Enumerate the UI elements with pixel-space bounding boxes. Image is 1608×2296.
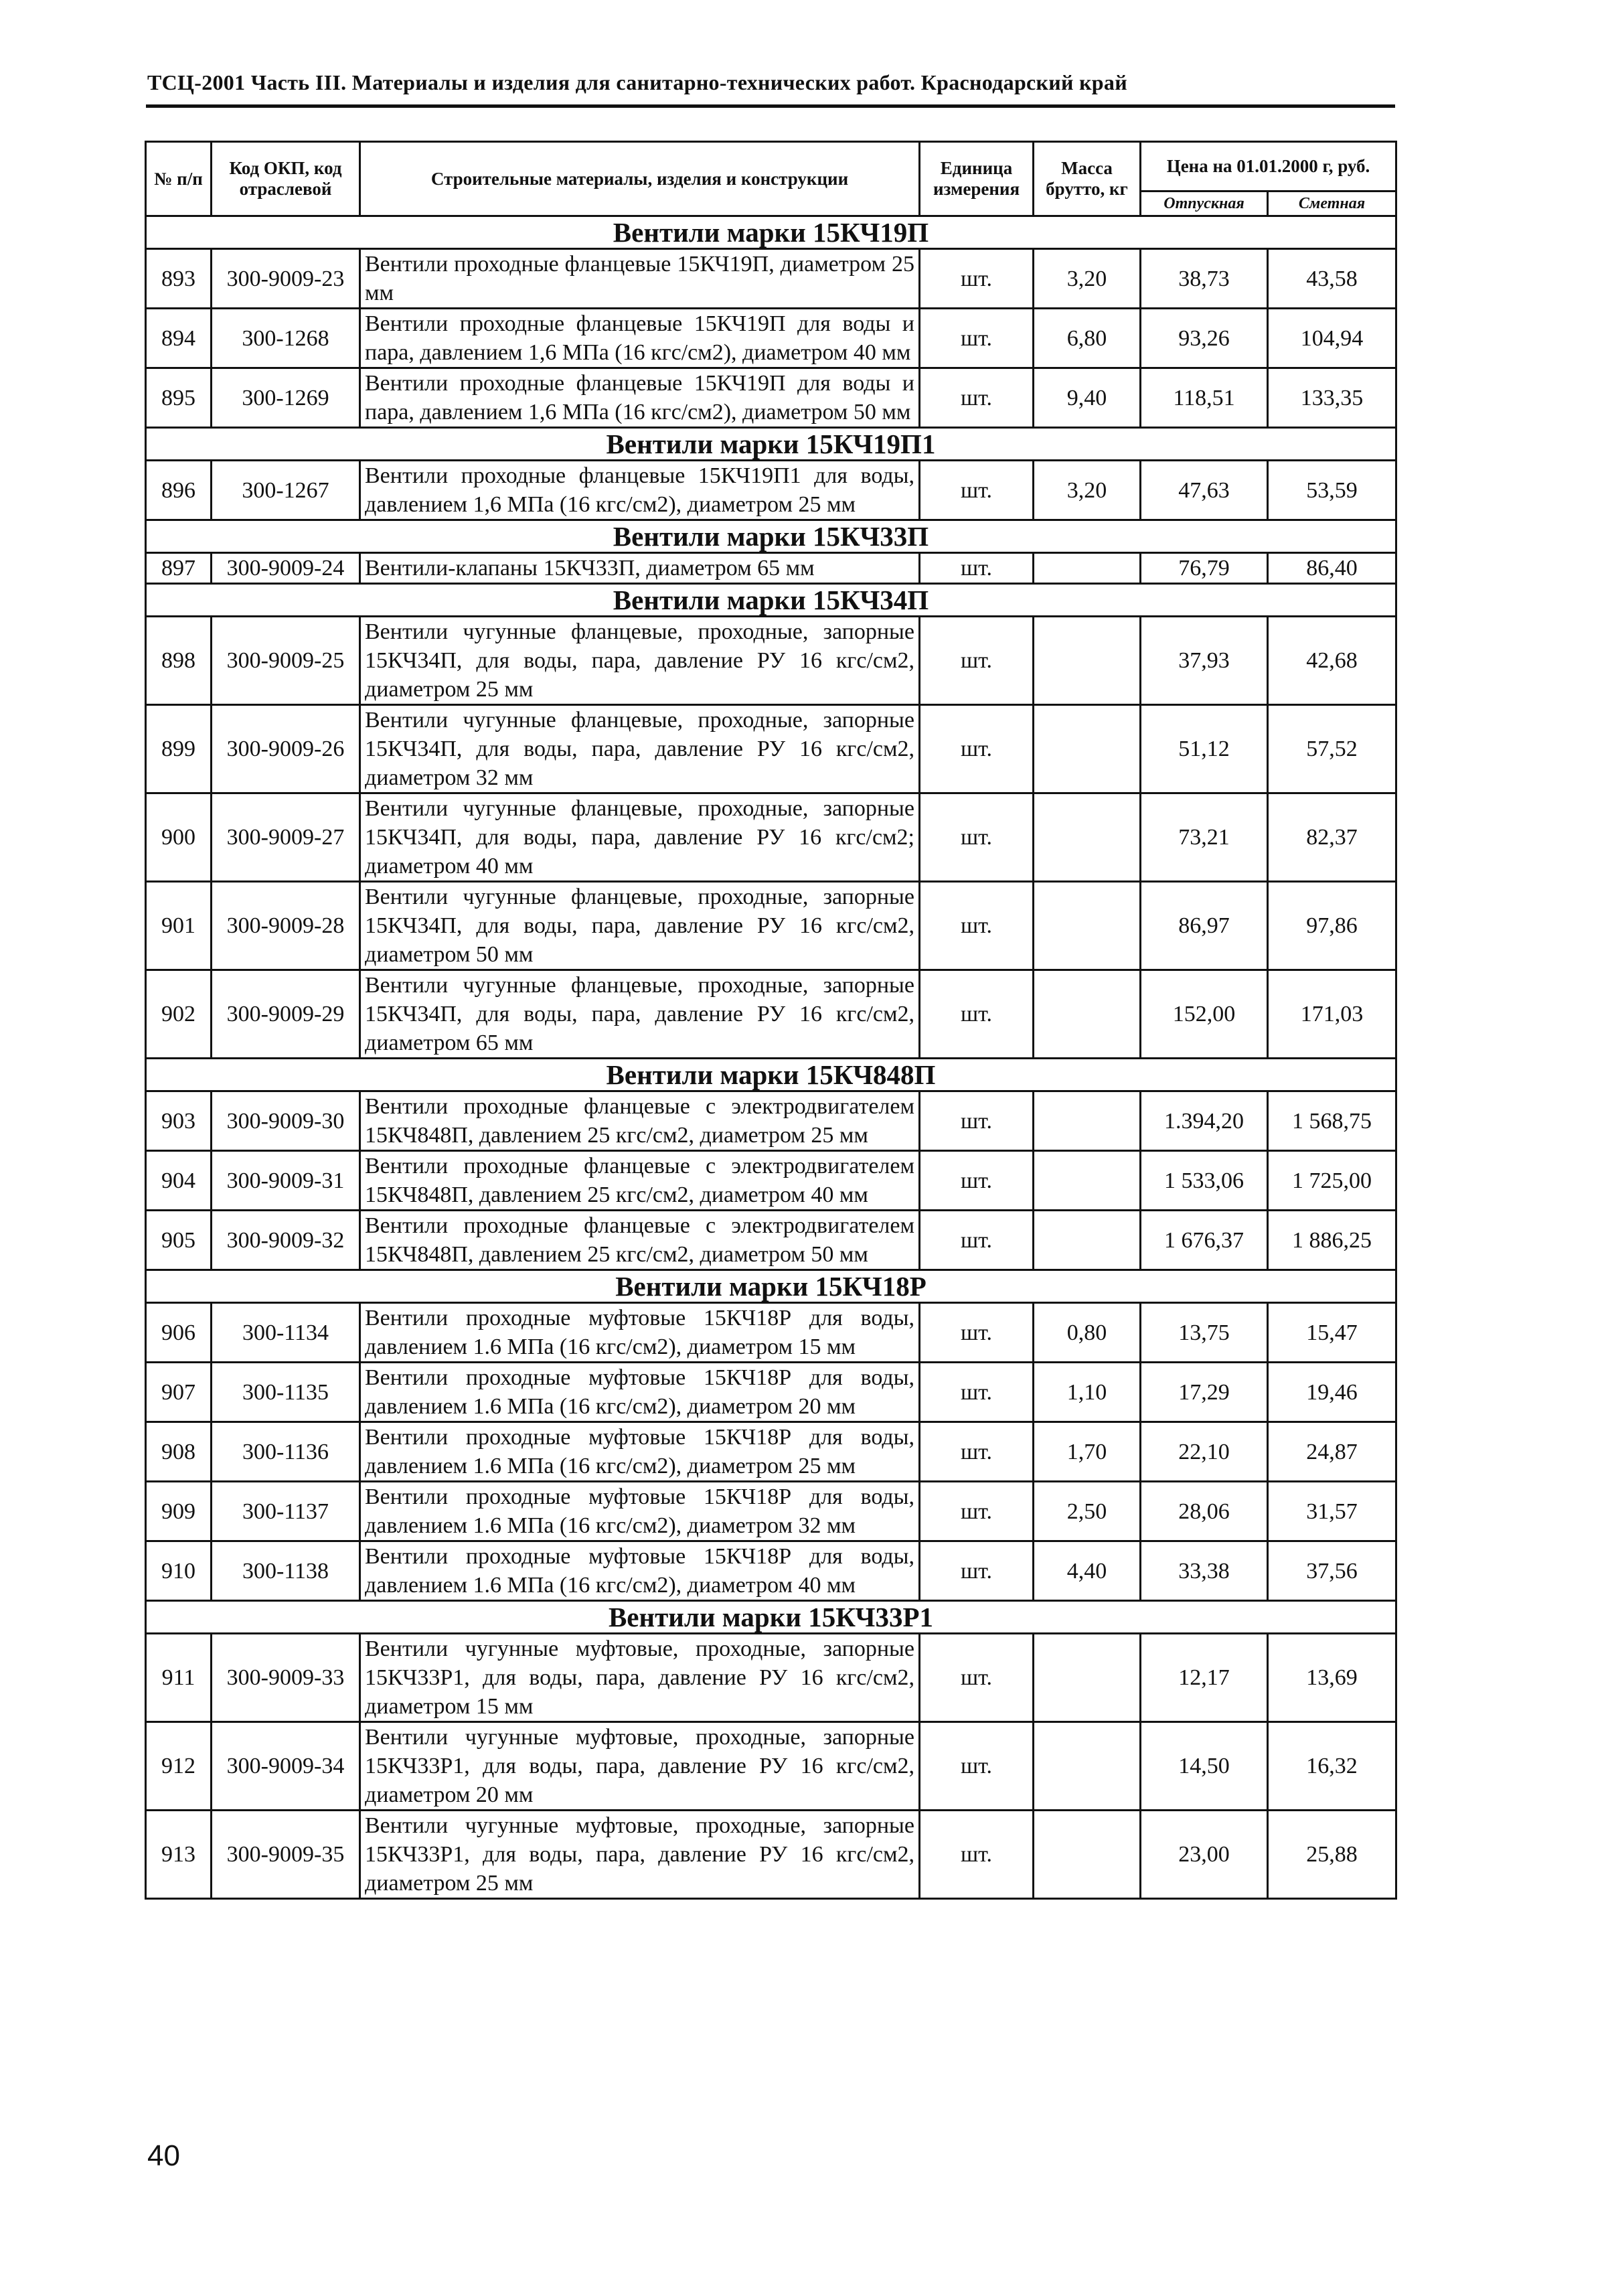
table-row [146,1482,1396,1541]
row-mass [1034,553,1141,584]
row-mass [1034,705,1141,793]
table-row [146,1422,1396,1482]
row-unit: шт. [920,793,1034,882]
section-title: Вентили марки 15КЧ19П [146,216,1396,249]
row-price-estimate: 57,52 [1268,705,1396,793]
section-row [146,216,1396,249]
row-number: 895 [146,368,212,428]
row-description: Вентили проходные фланцевые 15КЧ19П для воды и пара, давлением 1,6 МПа (16 кгс/см2), диаметром 40 мм [360,309,920,368]
table-row [146,309,1396,368]
row-description: Вентили проходные фланцевые 15КЧ19П1 для воды, давлением 1,6 МПа (16 кгс/см2), диаметром 25 мм [360,461,920,520]
row-mass: 3,20 [1034,249,1141,309]
row-description: Вентили чугунные фланцевые, проходные, запорные 15КЧ34П, для воды, пара, давление РУ 16 кгс/см2; диаметром 40 мм [360,793,920,882]
row-code: 300-9009-33 [212,1634,360,1722]
row-code: 300-9009-35 [212,1811,360,1899]
row-description: Вентили проходные муфтовые 15КЧ18Р для воды, давлением 1.6 МПа (16 кгс/см2), диаметром 15 мм [360,1303,920,1363]
row-number: 909 [146,1482,212,1541]
row-code: 300-9009-31 [212,1151,360,1211]
row-price-release: 73,21 [1141,793,1268,882]
table-row [146,368,1396,428]
col-release-header: Отпускная [1141,192,1268,216]
table-body [146,216,1396,1899]
section-row [146,1601,1396,1634]
row-number: 904 [146,1151,212,1211]
row-price-estimate: 104,94 [1268,309,1396,368]
row-mass: 3,20 [1034,461,1141,520]
row-price-estimate: 171,03 [1268,970,1396,1059]
row-mass: 6,80 [1034,309,1141,368]
row-price-release: 93,26 [1141,309,1268,368]
row-unit: шт. [920,1303,1034,1363]
row-number: 897 [146,553,212,584]
page-header: ТСЦ-2001 Часть III. Материалы и изделия для санитарно-технических работ. Краснодарский край [147,70,1127,94]
row-mass [1034,970,1141,1059]
row-code: 300-9009-24 [212,553,360,584]
table-row [146,1091,1396,1151]
table-header [146,142,1396,216]
row-number: 912 [146,1722,212,1811]
row-price-estimate: 86,40 [1268,553,1396,584]
row-unit: шт. [920,1722,1034,1811]
col-material-header: Строительные материалы, изделия и конструкции [360,142,920,216]
row-number: 902 [146,970,212,1059]
row-price-release: 86,97 [1141,882,1268,970]
row-number: 903 [146,1091,212,1151]
row-price-estimate: 19,46 [1268,1363,1396,1422]
table-row [146,1722,1396,1811]
row-mass [1034,1634,1141,1722]
row-price-release: 47,63 [1141,461,1268,520]
table-row [146,793,1396,882]
row-unit: шт. [920,1482,1034,1541]
page-number: 40 [147,2139,180,2172]
row-number: 896 [146,461,212,520]
header-rule [146,104,1395,108]
col-price-header: Цена на 01.01.2000 г, руб. [1141,142,1396,192]
row-description: Вентили чугунные фланцевые, проходные, запорные 15КЧ34П, для воды, пара, давление РУ 16 кгс/см2, диаметром 25 мм [360,617,920,705]
col-mass-header: Масса брутто, кг [1034,142,1141,216]
row-mass: 4,40 [1034,1541,1141,1601]
row-description: Вентили проходные муфтовые 15КЧ18Р для воды, давлением 1.6 МПа (16 кгс/см2), диаметром 20 мм [360,1363,920,1422]
row-mass [1034,1811,1141,1899]
row-code: 300-9009-30 [212,1091,360,1151]
row-price-estimate: 1 568,75 [1268,1091,1396,1151]
table-row [146,1211,1396,1270]
table-row [146,1363,1396,1422]
row-number: 900 [146,793,212,882]
row-price-release: 14,50 [1141,1722,1268,1811]
section-title: Вентили марки 15КЧ34П [146,584,1396,617]
row-code: 300-9009-27 [212,793,360,882]
row-unit: шт. [920,1211,1034,1270]
row-description: Вентили проходные фланцевые с электродвигателем 15КЧ848П, давлением 25 кгс/см2, диаметром 25 мм [360,1091,920,1151]
row-mass [1034,793,1141,882]
row-price-release: 28,06 [1141,1482,1268,1541]
section-title: Вентили марки 15КЧ33П [146,520,1396,553]
row-code: 300-1269 [212,368,360,428]
row-mass [1034,1151,1141,1211]
row-price-estimate: 1 886,25 [1268,1211,1396,1270]
row-number: 906 [146,1303,212,1363]
row-description: Вентили чугунные фланцевые, проходные, запорные 15КЧ34П, для воды, пара, давление РУ 16 кгс/см2, диаметром 50 мм [360,882,920,970]
row-price-estimate: 24,87 [1268,1422,1396,1482]
row-unit: шт. [920,309,1034,368]
section-title: Вентили марки 15КЧ19П1 [146,428,1396,461]
table-row [146,553,1396,584]
row-code: 300-9009-23 [212,249,360,309]
row-description: Вентили чугунные муфтовые, проходные, запорные 15КЧ33Р1, для воды, пара, давление РУ 16 кгс/см2, диаметром 15 мм [360,1634,920,1722]
row-code: 300-1138 [212,1541,360,1601]
row-description: Вентили чугунные муфтовые, проходные, запорные 15КЧ33Р1, для воды, пара, давление РУ 16 кгс/см2, диаметром 20 мм [360,1722,920,1811]
section-title: Вентили марки 15КЧ848П [146,1059,1396,1091]
row-price-release: 1 533,06 [1141,1151,1268,1211]
row-code: 300-1135 [212,1363,360,1422]
section-row [146,520,1396,553]
row-unit: шт. [920,249,1034,309]
row-code: 300-1136 [212,1422,360,1482]
row-mass: 0,80 [1034,1303,1141,1363]
row-price-release: 152,00 [1141,970,1268,1059]
row-unit: шт. [920,1363,1034,1422]
row-mass [1034,1211,1141,1270]
row-description: Вентили проходные муфтовые 15КЧ18Р для воды, давлением 1.6 МПа (16 кгс/см2), диаметром 25 мм [360,1422,920,1482]
row-number: 901 [146,882,212,970]
row-unit: шт. [920,705,1034,793]
row-mass: 2,50 [1034,1482,1141,1541]
table-row [146,249,1396,309]
col-unit-header: Единица измерения [920,142,1034,216]
table-row [146,617,1396,705]
row-number: 913 [146,1811,212,1899]
row-mass: 9,40 [1034,368,1141,428]
row-mass [1034,617,1141,705]
row-description: Вентили проходные муфтовые 15КЧ18Р для воды, давлением 1.6 МПа (16 кгс/см2), диаметром 40 мм [360,1541,920,1601]
table-row [146,1303,1396,1363]
row-description: Вентили проходные фланцевые 15КЧ19П для воды и пара, давлением 1,6 МПа (16 кгс/см2), диаметром 50 мм [360,368,920,428]
table-row [146,1541,1396,1601]
materials-table [145,141,1397,1900]
row-unit: шт. [920,882,1034,970]
row-code: 300-9009-28 [212,882,360,970]
row-description: Вентили проходные муфтовые 15КЧ18Р для воды, давлением 1.6 МПа (16 кгс/см2), диаметром 32 мм [360,1482,920,1541]
row-unit: шт. [920,1091,1034,1151]
table-row [146,1811,1396,1899]
row-price-estimate: 82,37 [1268,793,1396,882]
row-description: Вентили-клапаны 15КЧ33П, диаметром 65 мм [360,553,920,584]
row-price-release: 76,79 [1141,553,1268,584]
row-number: 905 [146,1211,212,1270]
row-number: 908 [146,1422,212,1482]
row-number: 911 [146,1634,212,1722]
table-row [146,461,1396,520]
row-code: 300-1134 [212,1303,360,1363]
row-price-estimate: 15,47 [1268,1303,1396,1363]
row-price-release: 37,93 [1141,617,1268,705]
row-code: 300-1268 [212,309,360,368]
table-row [146,705,1396,793]
row-price-release: 118,51 [1141,368,1268,428]
row-price-release: 23,00 [1141,1811,1268,1899]
section-row [146,584,1396,617]
row-price-release: 1 676,37 [1141,1211,1268,1270]
row-code: 300-9009-26 [212,705,360,793]
table-row [146,1634,1396,1722]
row-unit: шт. [920,1151,1034,1211]
row-unit: шт. [920,970,1034,1059]
row-price-release: 33,38 [1141,1541,1268,1601]
row-code: 300-1267 [212,461,360,520]
row-mass [1034,882,1141,970]
section-title: Вентили марки 15КЧ33Р1 [146,1601,1396,1634]
section-row [146,428,1396,461]
row-mass: 1,10 [1034,1363,1141,1422]
row-price-release: 17,29 [1141,1363,1268,1422]
row-price-release: 22,10 [1141,1422,1268,1482]
row-price-estimate: 97,86 [1268,882,1396,970]
row-unit: шт. [920,368,1034,428]
row-code: 300-1137 [212,1482,360,1541]
row-unit: шт. [920,1811,1034,1899]
row-code: 300-9009-34 [212,1722,360,1811]
row-number: 893 [146,249,212,309]
row-unit: шт. [920,461,1034,520]
row-unit: шт. [920,1422,1034,1482]
row-code: 300-9009-32 [212,1211,360,1270]
row-price-release: 51,12 [1141,705,1268,793]
row-description: Вентили проходные фланцевые с электродвигателем 15КЧ848П, давлением 25 кгс/см2, диаметром 40 мм [360,1151,920,1211]
row-number: 910 [146,1541,212,1601]
row-unit: шт. [920,1634,1034,1722]
col-num-header: № п/п [146,142,212,216]
row-unit: шт. [920,617,1034,705]
col-estimate-header: Сметная [1268,192,1396,216]
row-price-release: 12,17 [1141,1634,1268,1722]
row-description: Вентили чугунные фланцевые, проходные, запорные 15КЧ34П, для воды, пара, давление РУ 16 кгс/см2, диаметром 65 мм [360,970,920,1059]
row-description: Вентили проходные фланцевые 15КЧ19П, диаметром 25 мм [360,249,920,309]
row-description: Вентили чугунные муфтовые, проходные, запорные 15КЧ33Р1, для воды, пара, давление РУ 16 кгс/см2, диаметром 25 мм [360,1811,920,1899]
row-price-estimate: 43,58 [1268,249,1396,309]
row-price-estimate: 42,68 [1268,617,1396,705]
section-row [146,1270,1396,1303]
row-code: 300-9009-29 [212,970,360,1059]
row-price-release: 38,73 [1141,249,1268,309]
row-mass [1034,1722,1141,1811]
row-price-estimate: 1 725,00 [1268,1151,1396,1211]
table-row [146,970,1396,1059]
table-row [146,1151,1396,1211]
row-number: 907 [146,1363,212,1422]
row-number: 894 [146,309,212,368]
row-price-estimate: 37,56 [1268,1541,1396,1601]
row-mass: 1,70 [1034,1422,1141,1482]
row-price-release: 13,75 [1141,1303,1268,1363]
row-number: 899 [146,705,212,793]
row-unit: шт. [920,1541,1034,1601]
row-description: Вентили чугунные фланцевые, проходные, запорные 15КЧ34П, для воды, пара, давление РУ 16 кгс/см2, диаметром 32 мм [360,705,920,793]
row-mass [1034,1091,1141,1151]
table-row [146,882,1396,970]
row-price-estimate: 25,88 [1268,1811,1396,1899]
section-row [146,1059,1396,1091]
row-price-estimate: 13,69 [1268,1634,1396,1722]
row-description: Вентили проходные фланцевые с электродвигателем 15КЧ848П, давлением 25 кгс/см2, диаметром 50 мм [360,1211,920,1270]
col-code-header: Код ОКП, код отраслевой [212,142,360,216]
row-number: 898 [146,617,212,705]
row-price-estimate: 16,32 [1268,1722,1396,1811]
row-price-estimate: 31,57 [1268,1482,1396,1541]
row-price-estimate: 53,59 [1268,461,1396,520]
row-price-release: 1.394,20 [1141,1091,1268,1151]
row-unit: шт. [920,553,1034,584]
row-code: 300-9009-25 [212,617,360,705]
section-title: Вентили марки 15КЧ18Р [146,1270,1396,1303]
row-price-estimate: 133,35 [1268,368,1396,428]
